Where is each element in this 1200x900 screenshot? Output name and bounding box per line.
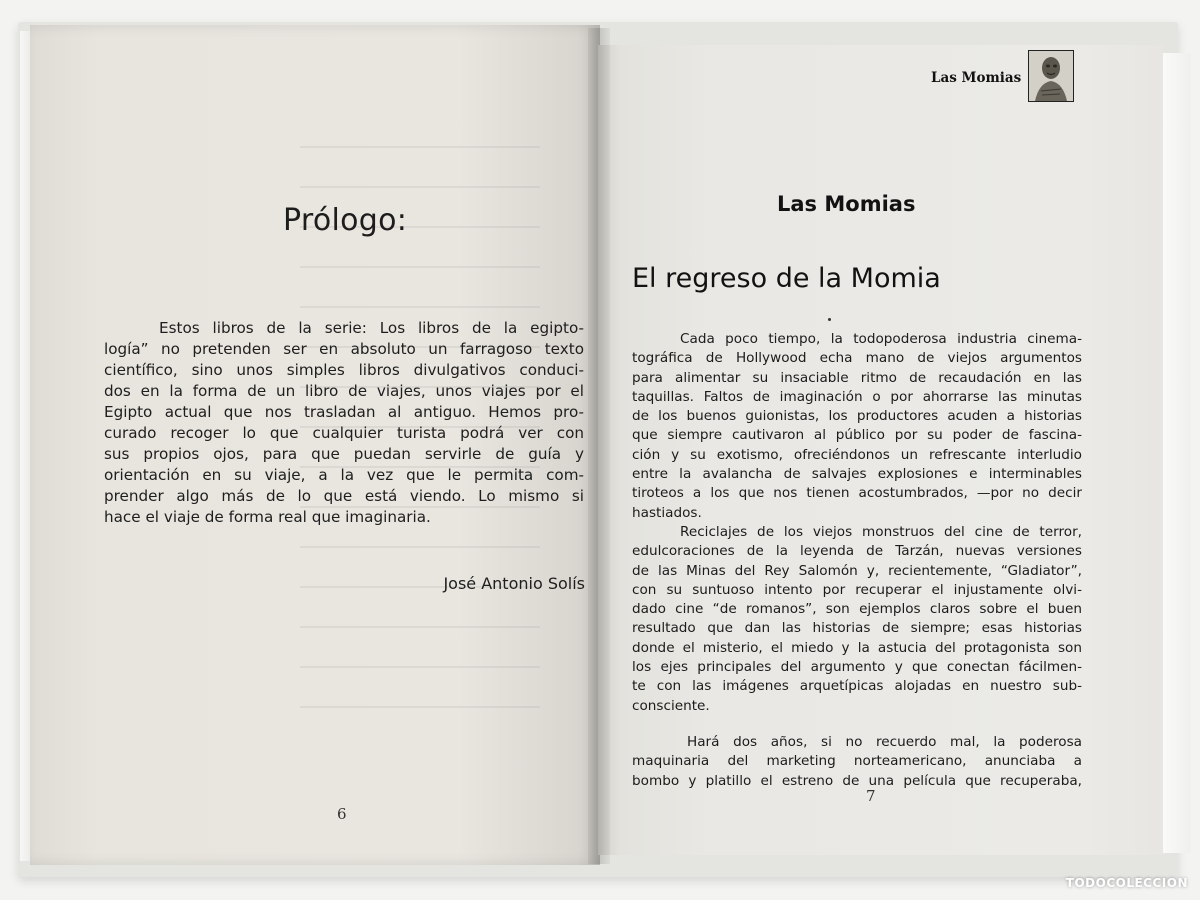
chapter-body bbox=[632, 330, 1082, 791]
body-line: dado cine “de romanos”, son ejemplos claros sobre el buen bbox=[632, 601, 1082, 618]
running-head: Las Momias bbox=[931, 70, 1022, 86]
body-line: taquillas. Faltos de imaginación o por ahorrarse las minutas bbox=[632, 388, 1082, 405]
prologue-line: hace el viaje de forma real que imaginaria. bbox=[104, 508, 431, 526]
prologue-line: logía” no pretenden ser en absoluto un farragoso texto bbox=[104, 340, 584, 358]
body-line: tiroteos a los que nos tienen acostumbrados, —por no decir bbox=[632, 485, 1082, 502]
body-line: donde el misterio, el miedo y la astucia del protagonista son bbox=[632, 639, 1082, 656]
body-line: hastiados. bbox=[632, 504, 702, 521]
body-line: tográfica de Hollywood echa mano de viejos argumentos bbox=[632, 350, 1082, 367]
prologue-line: científico, sino unos simples libros divulgativos conduci- bbox=[104, 361, 584, 379]
body-line: Hará dos años, si no recuerdo mal, la poderosa bbox=[687, 733, 1082, 750]
body-line: de las Minas del Rey Salomón y, recientemente, “Gladiator”, bbox=[632, 562, 1082, 579]
body-line: te con las imágenes arquetípicas alojadas en nuestro sub- bbox=[632, 678, 1082, 695]
prologue-author: José Antonio Solís bbox=[443, 574, 585, 593]
body-line: con su suntuoso intento por recuperar el injustamente olvi- bbox=[632, 581, 1082, 598]
book-gutter bbox=[588, 28, 610, 864]
body-line: de los buenos guionistas, los productores acuden a historias bbox=[632, 408, 1082, 425]
body-line: maquinaria del marketing norteamericano, anunciaba a bbox=[632, 753, 1082, 770]
body-line: para alimentar su insaciable ritmo de recaudación en las bbox=[632, 369, 1082, 386]
right-page-edge bbox=[1163, 53, 1191, 853]
prologue-body bbox=[104, 318, 584, 528]
prologue-line: curado recoger lo que cualquier turista podrá ver con bbox=[104, 424, 584, 442]
body-line: edulcoraciones de la leyenda de Tarzán, nuevas versiones bbox=[632, 543, 1082, 560]
watermark: TODOCOLECCION bbox=[1065, 876, 1188, 890]
body-line: bombo y platillo el estreno de una película que recuperaba, bbox=[632, 772, 1082, 789]
prologue-line: Estos libros de la serie: Los libros de la egipto- bbox=[159, 319, 584, 337]
body-line: que siempre cautivaron al público por su poder de fascina- bbox=[632, 427, 1082, 444]
body-line: ción y su exotismo, ofreciéndonos un refrescante interludio bbox=[632, 446, 1082, 463]
prologue-line: sus propios ojos, para que puedan servirle de guía y bbox=[104, 445, 584, 463]
prologue-title: Prólogo: bbox=[283, 203, 408, 238]
prologue-line: orientación en su viaje, a la vez que le permita com- bbox=[104, 466, 584, 484]
chapter-title: El regreso de la Momia bbox=[632, 263, 941, 294]
prologue-line: dos en la forma de un libro de viajes, unos viajes por el bbox=[104, 382, 584, 400]
prologue-line: prender algo más de lo que está viendo. Lo mismo si bbox=[104, 487, 584, 505]
ink-dot bbox=[828, 318, 831, 321]
body-line: los ejes principales del argumento y que conectan fácilmen- bbox=[632, 659, 1082, 676]
body-line: consciente. bbox=[632, 697, 710, 714]
prologue-line: Egipto actual que nos trasladan al antiguo. Hemos pro- bbox=[104, 403, 584, 421]
body-line: resultado que dan las historias de siempre; esas historias bbox=[632, 620, 1082, 637]
paragraph-gap bbox=[632, 716, 1082, 733]
mummy-portrait-icon bbox=[1028, 50, 1074, 102]
body-line: Cada poco tiempo, la todopoderosa industria cinema- bbox=[680, 331, 1082, 347]
body-line: Reciclajes de los viejos monstruos del cine de terror, bbox=[680, 523, 1082, 540]
page-number-right: 7 bbox=[866, 787, 876, 805]
body-line: entre la avalancha de salvajes explosiones e interminables bbox=[632, 466, 1082, 483]
left-page-edge bbox=[20, 31, 30, 861]
page-number-left: 6 bbox=[337, 805, 347, 823]
chapter-label: Las Momias bbox=[777, 192, 916, 216]
